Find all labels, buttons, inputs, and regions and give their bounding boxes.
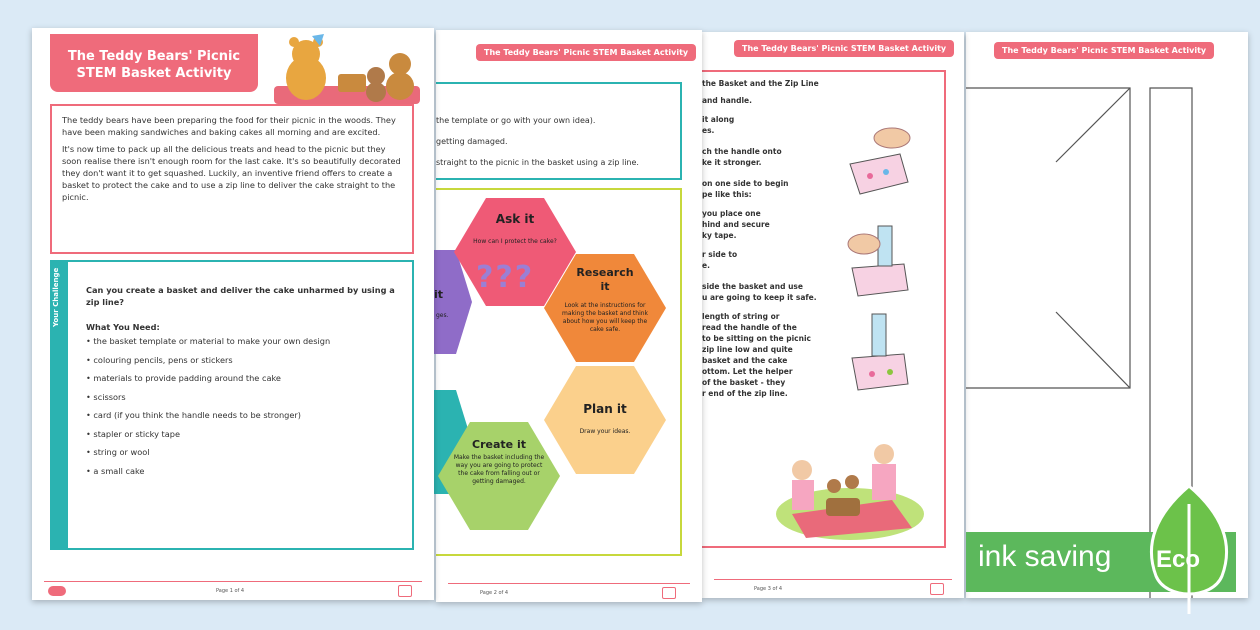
hex-research-label: Research it: [576, 266, 634, 293]
hex-plan-desc: Draw your ideas.: [579, 428, 631, 435]
header-title: The Teddy Bears' Picnic STEM Basket Activity: [50, 34, 258, 92]
instruction-line: side the basket and use: [702, 282, 803, 291]
list-item: • materials to provide padding around the cake: [86, 373, 281, 383]
twinkl-logo-icon: [48, 586, 66, 596]
footer-page-number: Page 3 of 4: [754, 586, 783, 592]
footer-page-number: Page 1 of 4: [216, 588, 245, 594]
hex-research-desc: Look at the instructions for making the basket and think about how you will keep the cake safe.: [561, 302, 649, 333]
list-item: • stapler or sticky tape: [86, 428, 180, 439]
instruction-line: u are going to keep it safe.: [702, 293, 817, 302]
instruction-line: and handle.: [702, 96, 752, 105]
instruction-line: length of string or: [702, 312, 780, 321]
footer-line: [448, 583, 690, 584]
intro-line: getting damaged.: [436, 137, 508, 146]
story-box: [50, 104, 414, 254]
instruction-line: to be sitting on the picnic: [702, 334, 811, 343]
instruction-line: read the handle of the: [702, 323, 797, 332]
hex-ask-desc: How can I protect the cake?: [473, 238, 557, 245]
page-title-tab: The Teddy Bears' Picnic STEM Basket Activity: [476, 44, 696, 61]
process-box: [436, 188, 682, 556]
worksheet-page-1: [32, 28, 434, 600]
hex-ask-label: Ask it: [495, 212, 535, 226]
instruction-line: hind and secure: [702, 220, 770, 229]
instruction-line: pe like this:: [702, 190, 752, 199]
list-item: • scissors: [86, 391, 126, 402]
intro-box: [436, 82, 682, 180]
materials-list: [86, 336, 402, 476]
footer-logo-icon: [662, 587, 676, 599]
challenge-side-label: Your Challenge: [52, 262, 68, 548]
list-item: • string or wool: [86, 447, 150, 457]
footer-logo-icon: [930, 583, 944, 595]
list-item: • colouring pencils, pens or stickers: [86, 354, 233, 365]
instruction-line: r end of the zip line.: [702, 389, 788, 398]
list-item: • the basket template or material to make your own design: [86, 336, 331, 346]
list-item: • card (if you think the handle needs to be stronger): [86, 410, 301, 420]
teddy-bears-illustration: [272, 34, 422, 106]
picnic-scene-illustration: [772, 434, 922, 544]
what-you-need-heading: What You Need:: [86, 322, 160, 332]
list-item: • a small cake: [86, 465, 145, 476]
challenge-question: Can you create a basket and deliver the cake unharmed by using a zip line?: [86, 285, 395, 307]
page-title-tab: The Teddy Bears' Picnic STEM Basket Activity: [734, 40, 954, 57]
instruction-line: ke it stronger.: [702, 158, 762, 167]
instruction-line: ky tape.: [702, 231, 737, 240]
instruction-line: zip line low and quite: [702, 345, 793, 354]
hex-create-desc: Make the basket including the way you are going to protect the cake from falling out or getting damaged.: [453, 454, 545, 485]
hex-partial-desc: ges.: [436, 312, 449, 319]
instruction-line: ottom. Let the helper: [702, 367, 793, 376]
worksheet-page-2: [436, 30, 702, 602]
intro-line: straight to the picnic in the basket using a zip line.: [436, 158, 639, 167]
instruction-line: on one side to begin: [702, 179, 789, 188]
page-title-tab: The Teddy Bears' Picnic STEM Basket Activity: [994, 42, 1214, 59]
instruction-line: it along: [702, 115, 735, 124]
story-paragraph: The teddy bears have been preparing the food for their picnic in the woods. They have been making sandwiches and baking cakes all morning and are excited.: [62, 115, 396, 137]
story-paragraph: It's now time to pack up all the delicious treats and head to the picnic but they soon realise there isn't enough room for the last cake. It's so beautifully decorated they don't want it to get squashed. Luckily, an inventive friend offers to create a basket to protect the cake and to use a zip line to deliver the cake straight to the picnic.: [62, 144, 401, 202]
challenge-box: [50, 260, 414, 550]
footer-line: [714, 579, 952, 580]
instruction-line: you place one: [702, 209, 761, 218]
instruction-line: ch the handle onto: [702, 147, 782, 156]
instruction-line: the Basket and the Zip Line: [702, 79, 819, 88]
instruction-line: es.: [702, 126, 715, 135]
instruction-line: basket and the cake: [702, 356, 788, 365]
basket-steps-illustration: [842, 124, 922, 414]
hex-plan-label: Plan it: [583, 402, 627, 416]
hex-partial-label: it: [434, 288, 444, 301]
ink-saving-text: ink saving: [978, 540, 1112, 573]
eco-label: Eco: [1156, 546, 1201, 573]
question-marks: ???: [476, 260, 535, 295]
footer-page-number: Page 2 of 4: [480, 590, 509, 596]
footer-logo-icon: [398, 585, 412, 597]
instruction-line: r side to: [702, 250, 738, 259]
intro-line: the template or go with your own idea).: [436, 116, 596, 125]
hex-create-label: Create it: [472, 438, 526, 451]
instruction-line: of the basket - they: [702, 378, 786, 387]
footer-line: [44, 581, 422, 582]
worksheet-page-3: [702, 32, 964, 598]
instruction-line: e.: [702, 261, 710, 270]
